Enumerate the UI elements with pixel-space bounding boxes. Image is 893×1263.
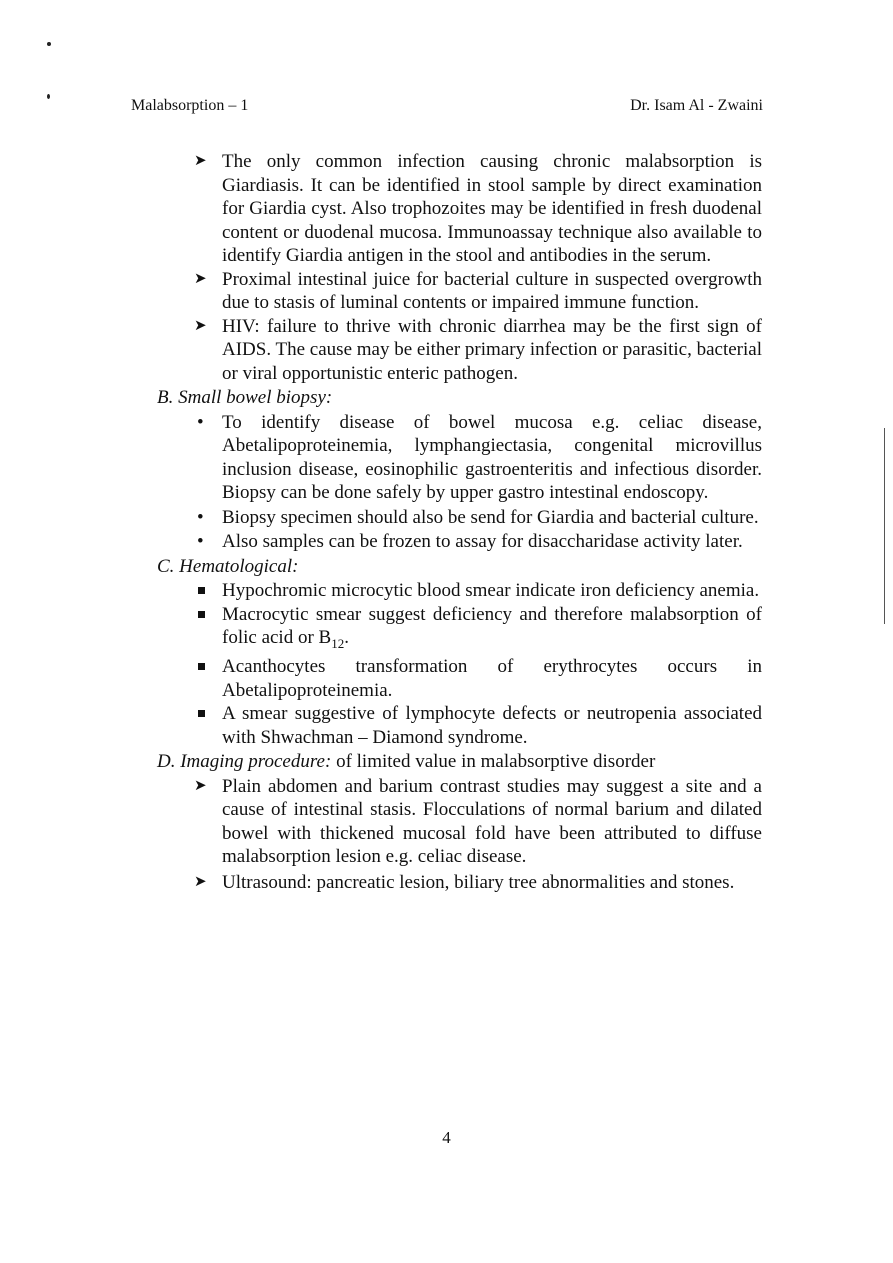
- list-item: • To identify disease of bowel mucosa e.g. celiac disease, Abetalipoproteinemia, lymphangiectasia, congenital microvillus inclusion disease, eosinophilic gastroenteritis and infectious disorder. Biopsy can be done safely by upper gastro intestinal endoscopy.: [197, 411, 762, 503]
- header-author: Dr. Isam Al - Zwaini: [630, 97, 763, 114]
- scan-speck: [47, 42, 51, 46]
- list-item: ➤ Plain abdomen and barium contrast studies may suggest a site and a cause of intestinal stasis. Flocculations of normal barium and dilated bowel with thickened mucosal fold have been attributed to diffuse malabsorption lesion e.g. celiac disease.: [194, 775, 762, 868]
- arrow-bullet-icon: ➤: [194, 270, 207, 287]
- square-bullet-icon: [198, 663, 205, 670]
- section-heading-hematological: C. Hematological:: [157, 555, 299, 577]
- square-bullet-icon: [198, 611, 205, 618]
- list-item: • Also samples can be frozen to assay for disaccharidase activity later.: [197, 531, 743, 552]
- scan-speck: [47, 94, 50, 99]
- dot-bullet-icon: •: [197, 506, 204, 528]
- scan-edge-line: [884, 428, 885, 624]
- list-item: Acanthocytes transformation of erythrocytes occurs in Abetalipoproteinemia.: [150, 655, 762, 702]
- page-number: 4: [442, 1128, 451, 1147]
- list-item: ➤ The only common infection causing chronic malabsorption is Giardiasis. It can be identified in stool sample by direct examination for Giardia cyst. Also trophozoites may be identified in fresh duodenal content or duodenal mucosa. Immunoassay technique also available to identify Giardia antigen in the stool and antibodies in the serum.: [194, 151, 762, 266]
- section-heading-imaging: D. Imaging procedure: of limited value in malabsorptive disorder: [157, 751, 656, 773]
- list-item: ➤ HIV: failure to thrive with chronic diarrhea may be the first sign of AIDS. The cause may be either primary infection or parasitic, bacterial or viral opportunistic enteric pathogen.: [194, 315, 762, 384]
- header-title: Malabsorption – 1: [131, 97, 249, 114]
- arrow-bullet-icon: ➤: [194, 153, 207, 169]
- dot-bullet-icon: •: [197, 531, 204, 552]
- dot-bullet-icon: •: [197, 411, 204, 433]
- list-item: ➤ Ultrasound: pancreatic lesion, biliary tree abnormalities and stones.: [194, 871, 735, 893]
- page-content: [150, 150, 762, 894]
- list-item: Macrocytic smear suggest deficiency and therefore malabsorption of folic acid or $B_{12}$.: [150, 603, 762, 656]
- arrow-bullet-icon: ➤: [194, 777, 207, 794]
- section-heading-biopsy: B. Small bowel biopsy:: [157, 387, 333, 408]
- list-item: ➤ Proximal intestinal juice for bacterial culture in suspected overgrowth due to stasis of luminal contents or impaired immune function.: [194, 268, 762, 313]
- square-bullet-icon: [198, 710, 205, 717]
- square-bullet-icon: [198, 587, 205, 594]
- list-item: Hypochromic microcytic blood smear indicate iron deficiency anemia.: [150, 579, 762, 603]
- list-item: A smear suggestive of lymphocyte defects or neutropenia associated with Shwachman – Diamond syndrome.: [150, 702, 762, 749]
- list-item: • Biopsy specimen should also be send for Giardia and bacterial culture.: [197, 506, 759, 528]
- arrow-bullet-icon: ➤: [194, 317, 207, 334]
- arrow-bullet-icon: ➤: [194, 873, 207, 890]
